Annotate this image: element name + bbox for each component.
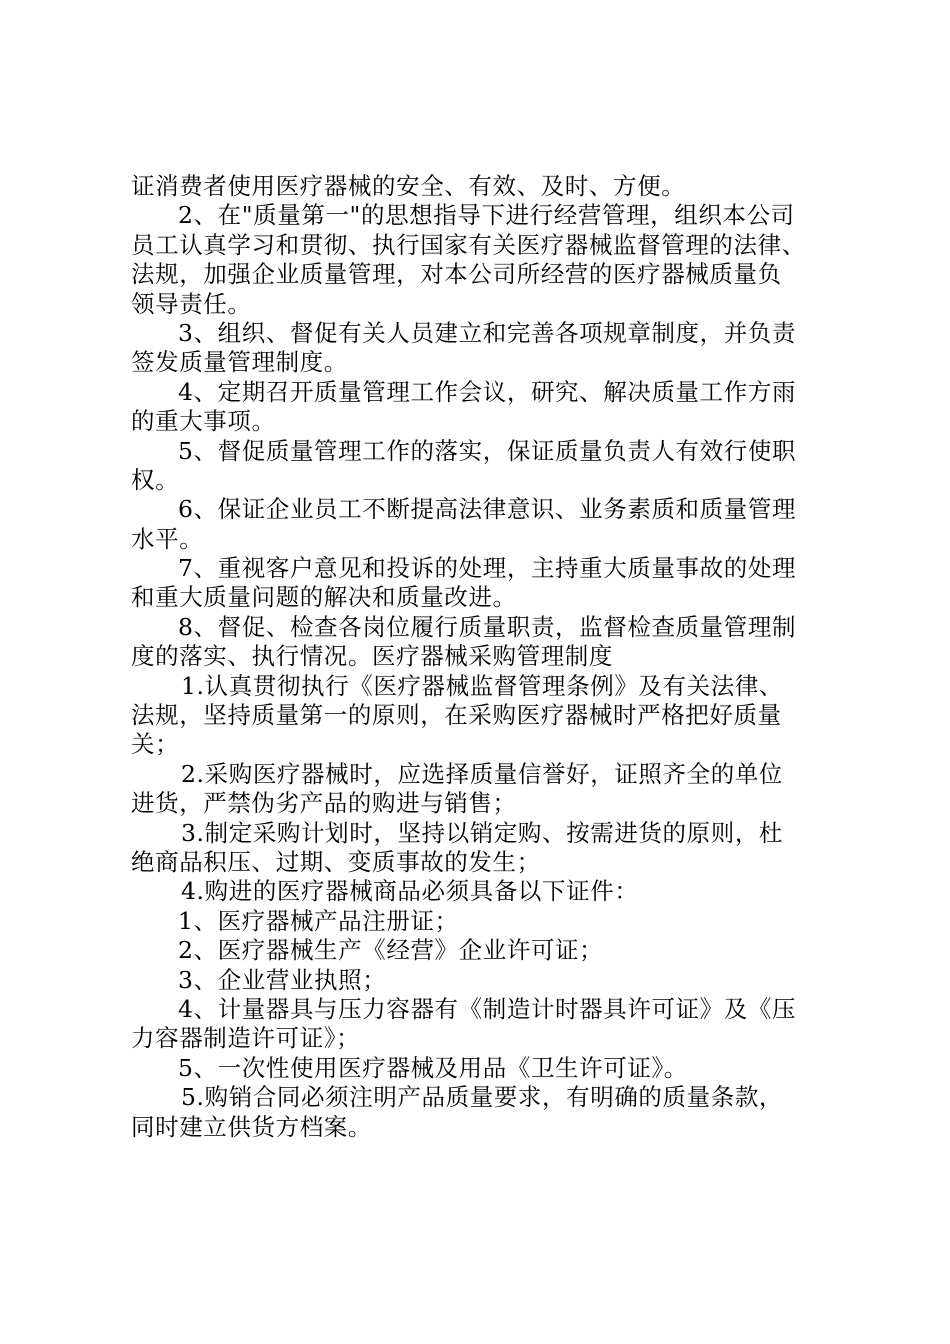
text-line: 权。	[131, 465, 180, 494]
document-body	[131, 172, 831, 1142]
text-line: 同时建立供货方档案。	[131, 1112, 372, 1141]
text-line: 4.购进的医疗器械商品必须具备以下证件：	[181, 877, 639, 906]
text-line: 员工认真学习和贯彻、执行国家有关医疗器械监督管理的法律、	[131, 230, 806, 259]
text-line: 2、在"质量第一"的思想指导下进行经营管理，组织本公司	[178, 201, 795, 230]
text-line: 领导责任。	[131, 289, 252, 318]
text-line: 3.制定采购计划时，坚持以销定购、按需进货的原则，杜	[181, 818, 784, 847]
text-line: 和重大质量问题的解决和质量改进。	[131, 583, 517, 612]
text-line: 1.认真贯彻执行《医疗器械监督管理条例》及有关法律、	[181, 671, 784, 700]
text-line: 4、计量器具与压力容器有《制造计时器具许可证》及《压	[178, 994, 797, 1023]
text-line: 证消费者使用医疗器械的安全、有效、及时、方便。	[131, 172, 686, 200]
text-line: 3、企业营业执照；	[178, 965, 387, 994]
text-line: 力容器制造许可证》；	[131, 1024, 361, 1053]
text-line: 进货，严禁伪劣产品的购进与销售；	[131, 789, 517, 818]
text-line: 签发质量管理制度。	[131, 348, 348, 377]
text-line: 法规，加强企业质量管理，对本公司所经营的医疗器械质量负	[131, 260, 782, 289]
text-line: 2、医疗器械生产《经营》企业许可证；	[178, 936, 604, 965]
text-line: 7、重视客户意见和投诉的处理，主持重大质量事故的处理	[178, 554, 797, 583]
text-line: 8、督促、检查各岗位履行质量职责，监督检查质量管理制	[178, 612, 797, 641]
text-line: 4、定期召开质量管理工作会议，研究、解决质量工作方雨	[178, 377, 797, 406]
text-line: 关；	[131, 730, 180, 759]
text-line: 法规，坚持质量第一的原则，在采购医疗器械时严格把好质量	[131, 701, 782, 730]
text-line: 的重大事项。	[131, 407, 276, 436]
text-line: 5、督促质量管理工作的落实，保证质量负责人有效行使职	[178, 436, 797, 465]
text-line: 6、保证企业员工不断提高法律意识、业务素质和质量管理	[178, 495, 797, 524]
text-line: 1、医疗器械产品注册证；	[178, 906, 459, 935]
text-line: 5、一次性使用医疗器械及用品《卫生许可证》。	[178, 1053, 688, 1082]
text-line: 绝商品积压、过期、变质事故的发生；	[131, 847, 541, 876]
text-line: 5.购销合同必须注明产品质量要求，有明确的质量条款，	[181, 1083, 784, 1112]
text-line: 2.采购医疗器械时，应选择质量信誉好，证照齐全的单位	[181, 759, 784, 788]
text-line: 水平。	[131, 524, 204, 553]
text-line: 度的落实、执行情况。医疗器械采购管理制度	[131, 642, 613, 671]
text-line: 3、组织、督促有关人员建立和完善各项规章制度，并负责	[178, 318, 797, 347]
